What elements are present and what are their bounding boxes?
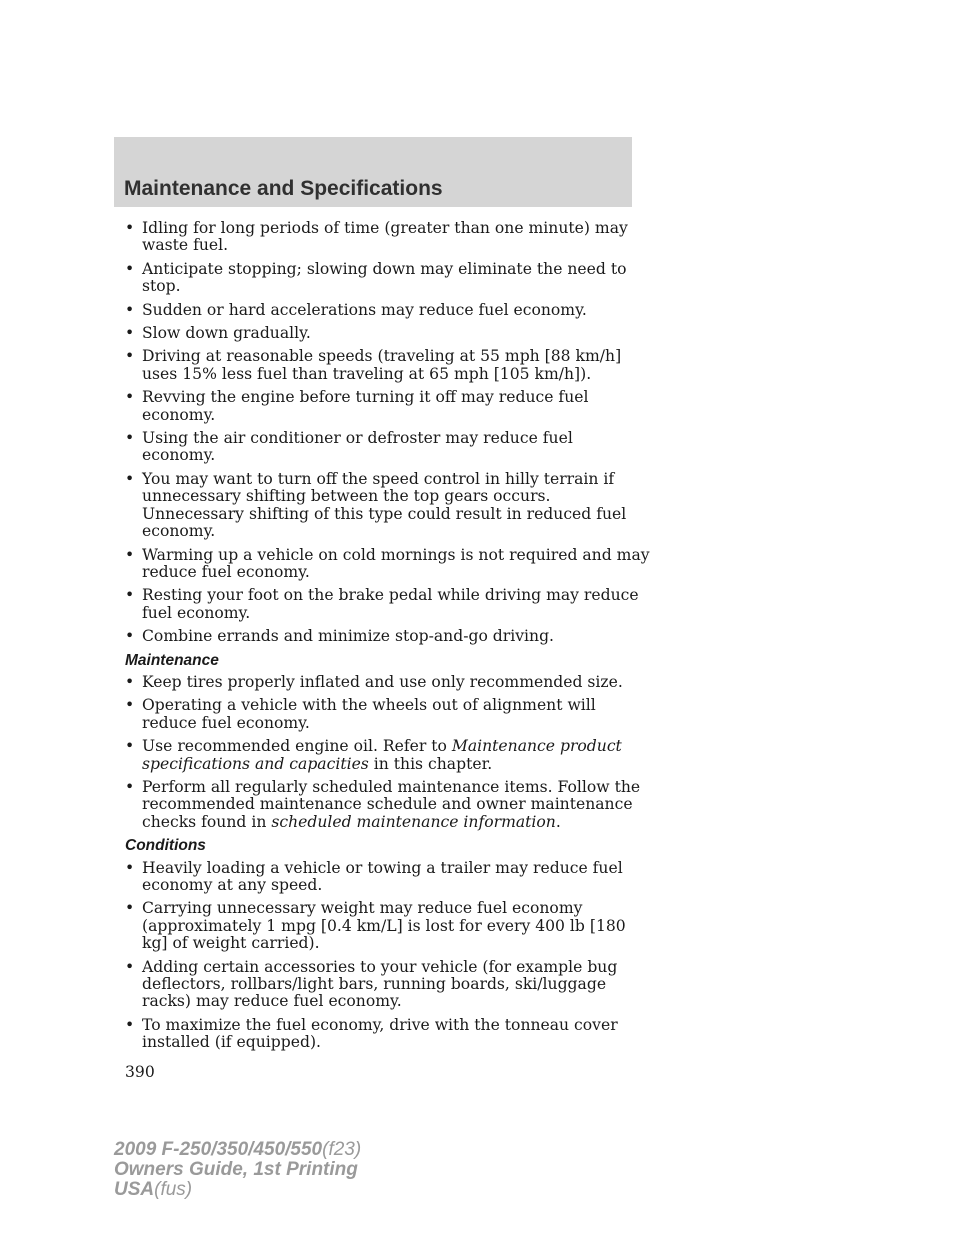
list-item: [125, 860, 650, 895]
bullet-icon: •: [125, 858, 135, 877]
list-item-text: Heavily loading a vehicle or towing a trailer may reduce fuel economy at any speed.: [142, 858, 623, 894]
document-footer: [114, 1140, 361, 1200]
list-item-text: Use recommended engine oil. Refer to: [142, 737, 452, 756]
footer-region: USA: [114, 1179, 155, 1200]
list-item: [125, 628, 650, 645]
bullet-icon: •: [125, 777, 135, 796]
list-item: [125, 389, 650, 424]
conditions-list: [125, 860, 650, 1052]
list-item-text: Driving at reasonable speeds (traveling at 55 mph [88 km/h] uses 15% less fuel than traveling at 65 mph [105 km/h]).: [142, 347, 622, 383]
list-item: [125, 779, 650, 831]
list-item-text: Revving the engine before turning it off may reduce fuel economy.: [142, 388, 589, 424]
section-header-band: [114, 137, 632, 207]
list-item: [125, 325, 650, 342]
bullet-icon: •: [125, 347, 135, 366]
list-item: [125, 738, 650, 773]
bullet-icon: •: [125, 545, 135, 564]
bullet-icon: •: [125, 627, 135, 646]
list-item: [125, 261, 650, 296]
page-content: [125, 220, 650, 1081]
list-item: [125, 959, 650, 1011]
list-item-text: Using the air conditioner or defroster may reduce fuel economy.: [142, 429, 573, 465]
list-item-text: Slow down gradually.: [142, 324, 311, 343]
list-item-text: Sudden or hard accelerations may reduce fuel economy.: [142, 300, 587, 319]
list-item-text: You may want to turn off the speed control in hilly terrain if unnecessary shifting between the top gears occurs. Unnecessary shifting of this type could result in reduced fuel economy.: [142, 469, 627, 541]
footer-model: 2009 F-250/350/450/550: [114, 1139, 323, 1160]
bullet-icon: •: [125, 429, 135, 448]
list-item-text: Warming up a vehicle on cold mornings is not required and may reduce fuel economy.: [142, 545, 650, 581]
footer-model-code: (f23): [322, 1139, 362, 1160]
fuel-tips-list: [125, 220, 650, 646]
cross-reference: scheduled maintenance information: [271, 812, 556, 831]
footer-line-region: [114, 1180, 361, 1200]
list-item-text: Keep tires properly inflated and use only recommended size.: [142, 672, 623, 691]
list-item-text: Anticipate stopping; slowing down may eliminate the need to stop.: [142, 259, 627, 296]
list-item-text: Operating a vehicle with the wheels out of alignment will reduce fuel economy.: [142, 696, 596, 732]
footer-line-printing: Owners Guide, 1st Printing: [114, 1159, 358, 1180]
list-item: [125, 348, 650, 383]
bullet-icon: •: [125, 259, 135, 278]
list-item: [125, 674, 650, 691]
maintenance-heading: Maintenance: [125, 651, 219, 669]
bullet-icon: •: [125, 324, 135, 343]
list-item-text: Combine errands and minimize stop-and-go driving.: [142, 627, 555, 646]
list-item: [125, 302, 650, 319]
footer-region-code: (fus): [154, 1179, 193, 1200]
list-item-text: in this chapter.: [368, 754, 493, 773]
list-item: [125, 430, 650, 465]
bullet-icon: •: [125, 672, 135, 691]
bullet-icon: •: [125, 469, 135, 488]
list-item: [125, 547, 650, 582]
bullet-icon: •: [125, 219, 135, 237]
list-item-text: To maximize the fuel economy, drive with the tonneau cover installed (if equipped).: [142, 1015, 618, 1052]
list-item-text: Adding certain accessories to your vehicle (for example bug deflectors, rollbars/light bars, running boards, ski/luggage racks) may reduce fuel economy.: [142, 957, 618, 1011]
list-item-text: Carrying unnecessary weight may reduce fuel economy (approximately 1 mpg [0.4 km/L] is lost for every 400 lb [180 kg] of weight carried).: [142, 899, 626, 953]
list-item-text: Idling for long periods of time (greater than one minute) may waste fuel.: [142, 219, 628, 255]
list-item: [125, 587, 650, 622]
section-title: Maintenance and Specifications: [124, 177, 443, 200]
conditions-heading: Conditions: [125, 837, 206, 855]
bullet-icon: •: [125, 388, 135, 407]
bullet-icon: •: [125, 696, 135, 715]
maintenance-list: [125, 674, 650, 831]
list-item: [125, 471, 650, 541]
bullet-icon: •: [125, 957, 135, 976]
list-item: [125, 697, 650, 732]
cross-reference: Maintenance product specifications and capacities: [142, 737, 622, 773]
bullet-icon: •: [125, 300, 135, 319]
list-item: [125, 1017, 650, 1052]
bullet-icon: •: [125, 586, 135, 605]
list-item-text: .: [555, 812, 561, 831]
page-number: 390: [125, 1062, 155, 1081]
footer-line-model: [114, 1140, 361, 1160]
bullet-icon: •: [125, 899, 135, 918]
list-item-text: Resting your foot on the brake pedal while driving may reduce fuel economy.: [142, 586, 639, 622]
bullet-icon: •: [125, 1015, 135, 1034]
bullet-icon: •: [125, 737, 135, 756]
list-item: [125, 220, 650, 255]
list-item: [125, 900, 650, 952]
list-item-text: Perform all regularly scheduled maintenance items. Follow the recommended maintenance schedule and owner maintenance checks found in: [142, 777, 641, 831]
